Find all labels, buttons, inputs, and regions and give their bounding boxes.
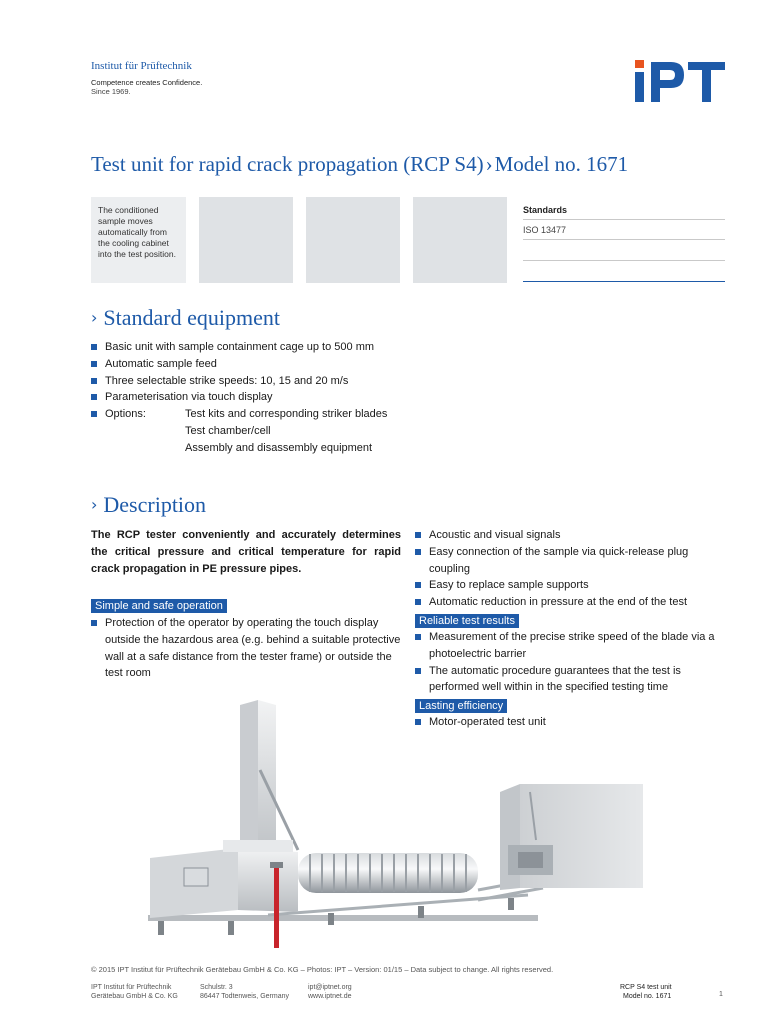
since-text: Since 1969. xyxy=(91,87,131,96)
photo-placeholder-3 xyxy=(413,197,507,283)
standard-equipment-list xyxy=(91,339,511,457)
rcp-tester-machine-illustration xyxy=(88,700,728,950)
title-part2: Model no. 1671 xyxy=(494,152,629,176)
footer-website-link[interactable]: www.iptnet.de xyxy=(308,992,352,1000)
tag-reliable-test-results: Reliable test results xyxy=(415,614,519,628)
tagline-block xyxy=(91,78,202,96)
description-lead: The RCP tester conveniently and accurately determines the critical pressure and critical temperature for rapid crack propagation in PE pressure pipes. xyxy=(91,529,401,575)
standards-value: ISO 13477 xyxy=(523,225,567,235)
list-item: Measurement of the precise strike speed of the blade via a photoelectric barrier xyxy=(415,629,725,663)
footer-product: RCP S4 test unit Model no. 1671 xyxy=(620,984,672,1000)
standards-divider xyxy=(523,239,725,240)
bullet-square-icon xyxy=(415,549,421,555)
standards-divider xyxy=(523,219,725,220)
bullet-square-icon xyxy=(415,668,421,674)
list-item: Three selectable strike speeds: 10, 15 and 20 m/s xyxy=(91,373,511,390)
section-heading-text: Description xyxy=(103,492,207,517)
list-item: Parameterisation via touch display xyxy=(91,389,511,406)
bullet-square-icon xyxy=(91,378,97,384)
bullet-square-icon xyxy=(91,411,97,417)
bullet-square-icon xyxy=(91,394,97,400)
section-heading-text: Standard equipment xyxy=(103,305,280,330)
section-heading-description xyxy=(91,492,206,518)
list-item: Acoustic and visual signals xyxy=(415,527,725,544)
image-caption: The conditioned sample moves automatically from the cooling cabinet into the test position. xyxy=(98,205,176,259)
bullet-square-icon xyxy=(91,344,97,350)
ipt-logo xyxy=(634,60,726,104)
bullet-square-icon xyxy=(91,361,97,367)
title-part1: Test unit for rapid crack propagation (RCP S4) xyxy=(91,152,484,176)
list-item: Motor-operated test unit xyxy=(415,714,725,731)
list-item: Automatic sample feed xyxy=(91,356,511,373)
footer-email-link[interactable]: ipt@iptnet.org xyxy=(308,984,352,991)
bullet-square-icon xyxy=(415,532,421,538)
copyright-line: © 2015 IPT Institut für Prüftechnik Gerätebau GmbH & Co. KG – Photos: IPT – Version: 01/15 – Data subject to change. All rights reserved. xyxy=(91,965,554,974)
list-item: Basic unit with sample containment cage up to 500 mm xyxy=(91,339,511,356)
tag-simple-safe-operation: Simple and safe operation xyxy=(91,599,227,613)
footer-address: Schulstr. 3 86447 Todtenweis, Germany xyxy=(200,984,289,1000)
standards-divider xyxy=(523,260,725,261)
standards-divider-blue xyxy=(523,281,725,282)
list-item-options xyxy=(91,406,511,423)
page-title xyxy=(91,152,628,177)
list-item: Protection of the operator by operating the touch display outside the hazardous area (e.g. behind a suitable protective wall at a safe distance from the tester frame) or outside the test room xyxy=(91,615,401,682)
chevron-right-icon: › xyxy=(91,308,98,327)
title-separator-icon: › xyxy=(485,152,493,176)
image-caption-box xyxy=(91,197,186,283)
page-number: 1 xyxy=(719,991,723,998)
photo-placeholder-1 xyxy=(199,197,293,283)
footer-company: IPT Institut für Prüftechnik Gerätebau GmbH & Co. KG xyxy=(91,984,178,1000)
bullet-square-icon xyxy=(91,620,97,626)
chevron-right-icon: › xyxy=(91,495,98,514)
option-item: Test kits and corresponding striker blades xyxy=(185,408,388,421)
standards-label: Standards xyxy=(523,205,568,215)
bullet-square-icon xyxy=(415,582,421,588)
option-item: Assembly and disassembly equipment xyxy=(185,441,373,454)
description-left-column xyxy=(91,596,401,682)
tag-lasting-efficiency: Lasting efficiency xyxy=(415,699,507,713)
section-heading-standard-equipment xyxy=(91,305,280,331)
list-item: The automatic procedure guarantees that the test is performed well within in the specified testing time xyxy=(415,663,725,697)
bullet-square-icon xyxy=(415,634,421,640)
bullet-square-icon xyxy=(415,599,421,605)
tagline: Competence creates Confidence. xyxy=(91,78,203,87)
list-item: Automatic reduction in pressure at the end of the test xyxy=(415,594,725,611)
list-item: Easy connection of the sample via quick-release plug coupling xyxy=(415,544,725,578)
list-item: Easy to replace sample supports xyxy=(415,577,725,594)
institute-name: Institut für Prüftechnik xyxy=(91,60,192,72)
footer-contact xyxy=(308,984,352,1001)
option-item: Test chamber/cell xyxy=(185,424,271,437)
options-label: Options: xyxy=(105,408,146,421)
photo-placeholder-2 xyxy=(306,197,400,283)
